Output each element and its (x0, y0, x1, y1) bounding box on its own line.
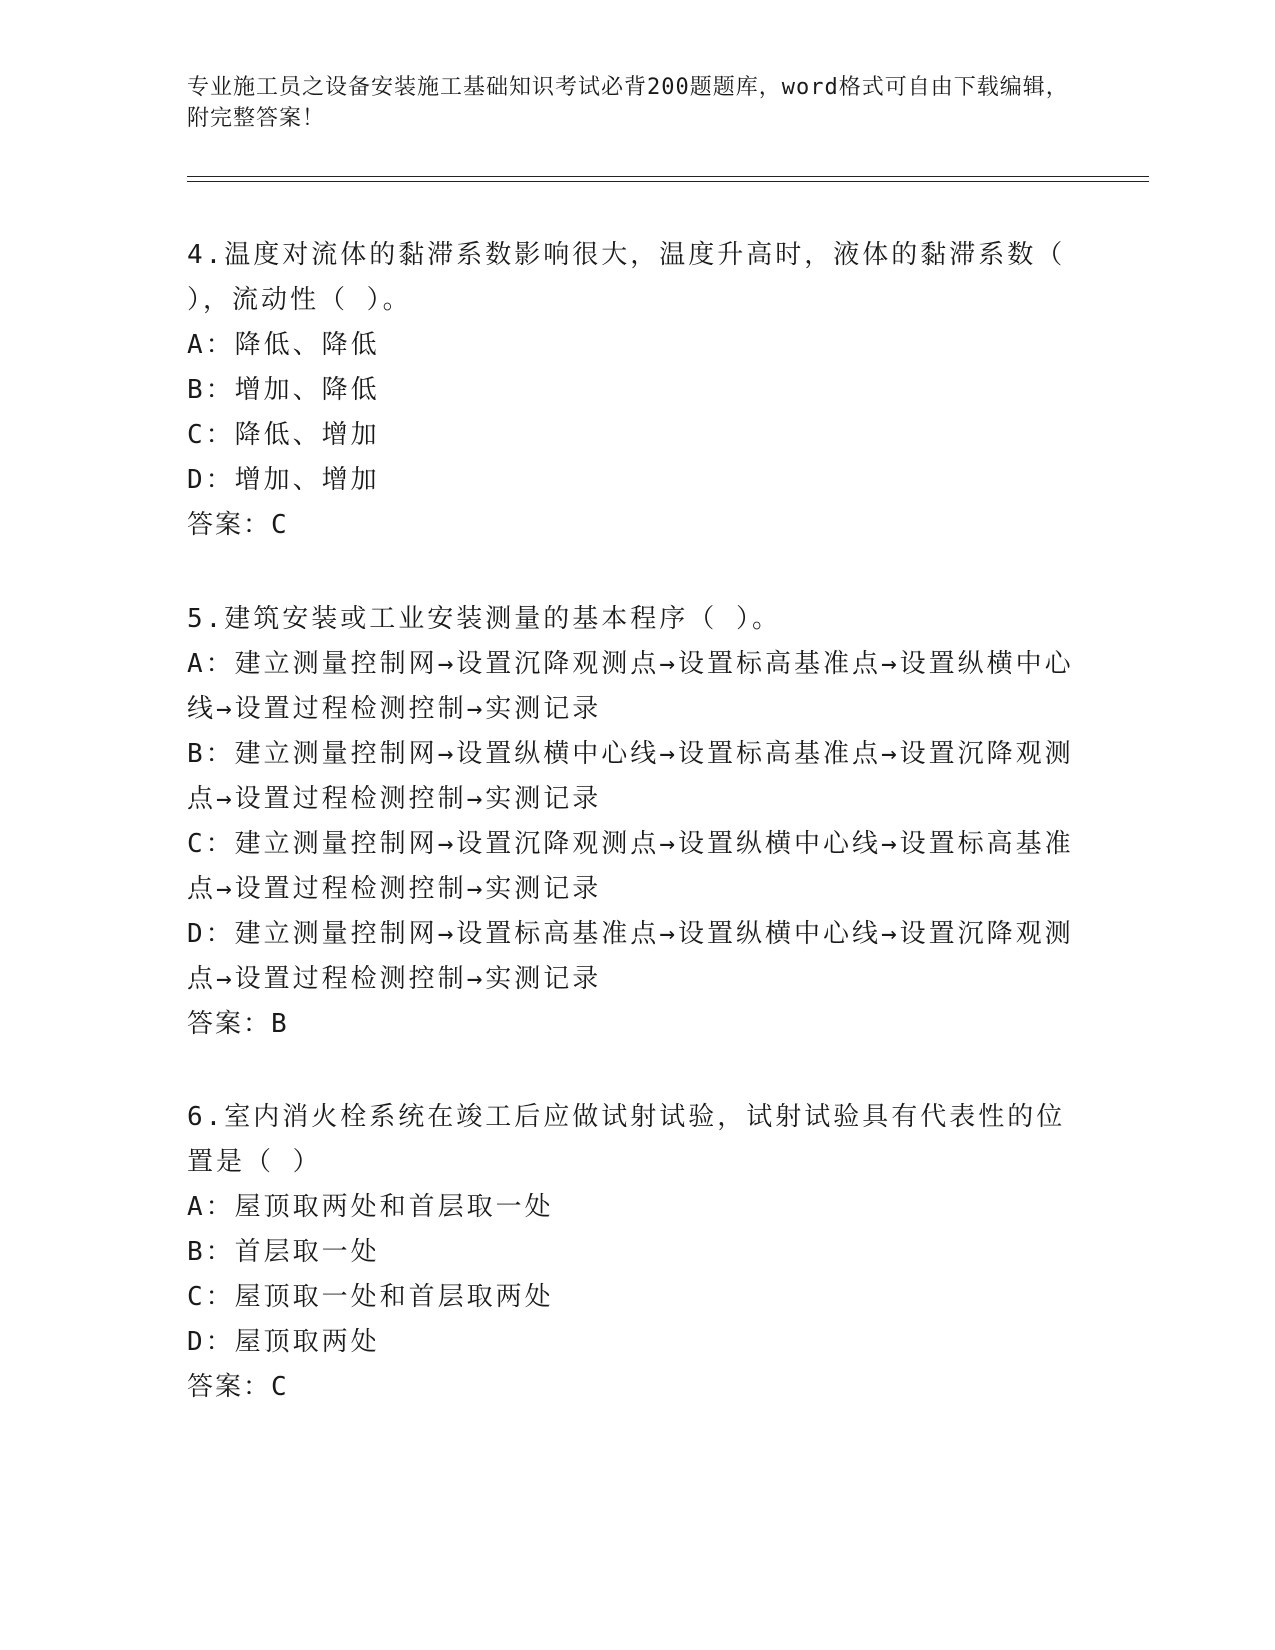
question-5 (187, 597, 1087, 1047)
option-c: C：屋顶取一处和首层取两处 (187, 1282, 554, 1312)
option-a: A：降低、降低 (187, 330, 380, 360)
option-a: A：屋顶取两处和首层取一处 (187, 1192, 554, 1222)
option-d: D：建立测量控制网→设置标高基准点→设置纵横中心线→设置沉降观测点→设置过程检测控制→实测记录 (187, 919, 1074, 994)
question-stem: 6.室内消火栓系统在竣工后应做试射试验，试射试验具有代表性的位置是（ ） (187, 1102, 1066, 1177)
answer-line (187, 1365, 1087, 1410)
option-a: A：建立测量控制网→设置沉降观测点→设置标高基准点→设置纵横中心线→设置过程检测控制→实测记录 (187, 649, 1074, 724)
option-d: D：屋顶取两处 (187, 1327, 380, 1357)
question-stem: 5.建筑安装或工业安装测量的基本程序（ ）。 (187, 604, 781, 634)
question-stem: 4.温度对流体的黏滞系数影响很大，温度升高时，液体的黏滞系数（ ），流动性（ ）。 (187, 240, 1066, 315)
option-c: C：建立测量控制网→设置沉降观测点→设置纵横中心线→设置标高基准点→设置过程检测控制→实测记录 (187, 829, 1074, 904)
answer-line (187, 503, 1087, 548)
document-header (187, 72, 1087, 134)
answer-value: C (271, 510, 289, 540)
answer-label: 答案： (187, 1009, 272, 1039)
option-c: C：降低、增加 (187, 420, 380, 450)
option-b: B：首层取一处 (187, 1237, 380, 1267)
document-title: 专业施工员之设备安装施工基础知识考试必背200题题库，word格式可自由下载编辑，附完整答案！ (187, 75, 1069, 131)
answer-label: 答案： (187, 1372, 272, 1402)
question-6 (187, 1095, 1087, 1410)
answer-value: B (271, 1009, 289, 1039)
answer-value: C (271, 1372, 289, 1402)
option-d: D：增加、增加 (187, 465, 380, 495)
header-divider-top (187, 176, 1149, 177)
option-b: B：建立测量控制网→设置纵横中心线→设置标高基准点→设置沉降观测点→设置过程检测控制→实测记录 (187, 739, 1074, 814)
answer-label: 答案： (187, 510, 272, 540)
answer-line (187, 1002, 1087, 1047)
header-divider-bottom (187, 181, 1149, 182)
question-4 (187, 233, 1087, 548)
option-b: B：增加、降低 (187, 375, 380, 405)
